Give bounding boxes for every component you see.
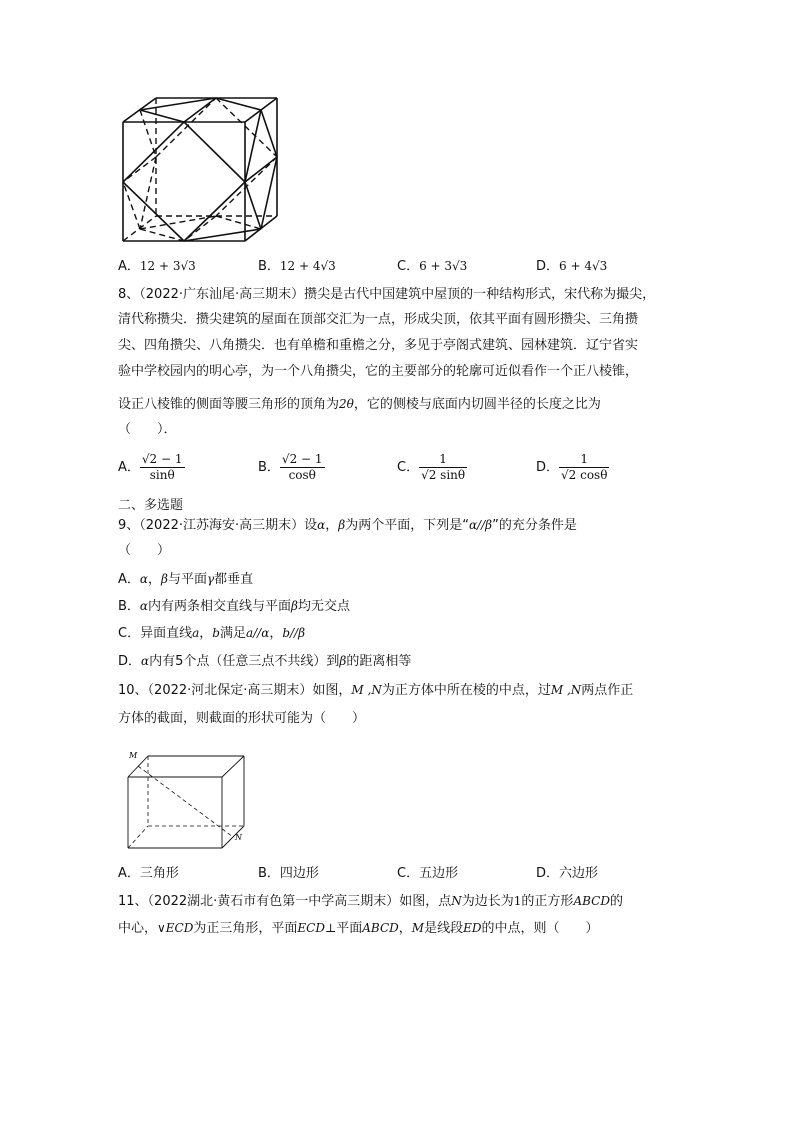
q10-line-1 xyxy=(118,680,633,701)
option-letter: B． xyxy=(258,460,280,475)
math: α//β xyxy=(468,518,493,532)
option-letter: C． xyxy=(397,866,420,881)
text: 为正三角形，平面 xyxy=(193,921,298,936)
q10-option-d[interactable] xyxy=(536,864,598,884)
option-letter: D． xyxy=(536,866,560,881)
text: 11、（2022湖北·黄石市有色第一中学高三期末）如图，点 xyxy=(118,894,452,909)
text: 平面 xyxy=(336,921,363,936)
math: ABCD xyxy=(362,921,399,935)
denominator: sinθ xyxy=(149,468,175,482)
text: ， xyxy=(148,572,162,587)
option-letter: A． xyxy=(118,866,140,881)
text: 满足 xyxy=(219,626,246,641)
text: ”的充分条件是 xyxy=(492,518,577,533)
math: M xyxy=(411,921,425,935)
math: β xyxy=(339,654,347,668)
numerator: 1 xyxy=(419,452,467,468)
text: ， xyxy=(325,518,339,533)
q11-line-2 xyxy=(118,918,599,939)
math: ABCD xyxy=(573,894,610,908)
option-letter: D． xyxy=(536,460,560,475)
text: 为正方体中所在棱的中点，过 xyxy=(381,683,551,698)
text: ， xyxy=(398,921,412,936)
math: b//β xyxy=(282,626,306,640)
denominator: cosθ xyxy=(288,468,316,482)
q8-option-b[interactable] xyxy=(258,452,325,483)
option-text: 四边形 xyxy=(279,866,319,881)
fraction xyxy=(419,452,467,483)
option-math: 12 + 4√3 xyxy=(279,259,336,273)
math: α xyxy=(139,599,149,613)
q10-option-c[interactable] xyxy=(397,864,458,884)
math: α xyxy=(141,654,150,668)
denominator: √2 cosθ xyxy=(561,468,608,482)
option-letter: A． xyxy=(118,259,140,274)
q8-line-4: 验中学校园内的明心亭，为一个八角攒尖，它的主要部分的轮廓可近似看作一个正八棱锥， xyxy=(118,364,639,379)
text: 均无交点 xyxy=(297,599,350,614)
math: β xyxy=(161,572,168,586)
q8-line-2: 清代称攒尖．攒尖建筑的屋面在顶部交汇为一点，形成尖顶，依其平面有圆形攒尖、三角攒 xyxy=(118,312,639,327)
text: 的距离相等 xyxy=(346,654,412,669)
q9-answer-blank: （ ） xyxy=(118,543,171,558)
math: ⊥ xyxy=(324,921,337,935)
text: 内有5个点（任意三点不共线）到 xyxy=(149,654,340,669)
q9-line-1 xyxy=(118,515,577,536)
q8-option-c[interactable] xyxy=(397,452,467,483)
fraction xyxy=(559,452,609,483)
math: N xyxy=(451,894,462,908)
cube-polyhedron-figure xyxy=(118,94,280,244)
option-text: 六边形 xyxy=(559,866,599,881)
text: 9、（2022·江苏海安·高三期末）设 xyxy=(118,518,318,533)
option-letter: A． xyxy=(118,460,140,475)
option-letter: C． xyxy=(397,460,420,475)
cube-mn-figure xyxy=(120,742,256,850)
q8-option-a[interactable] xyxy=(118,452,185,483)
option-letter: D． xyxy=(118,654,142,669)
text: 中心， xyxy=(118,921,158,936)
math: β xyxy=(291,599,298,613)
text: ， xyxy=(269,626,283,641)
numerator: √2 − 1 xyxy=(281,452,323,466)
q9-option-d[interactable] xyxy=(118,651,411,672)
math: a//α xyxy=(245,626,270,640)
math: α xyxy=(139,572,149,586)
math: ∨ECD xyxy=(157,921,194,935)
option-letter: A． xyxy=(118,572,140,587)
text: 都垂直 xyxy=(214,572,254,587)
option-math: 12 + 3√3 xyxy=(139,259,196,273)
fraction xyxy=(140,452,185,483)
numerator: √2 − 1 xyxy=(141,452,183,466)
point-n-label: N xyxy=(235,833,242,842)
math: 1 xyxy=(513,894,522,908)
math: b xyxy=(212,626,220,640)
option-math: 6 + 3√3 xyxy=(419,259,468,273)
option-letter: B． xyxy=(258,259,280,274)
q10-line-2: 方体的截面，则截面的形状可能为（ ） xyxy=(118,711,366,726)
option-letter: C． xyxy=(118,626,141,641)
q8-option-d[interactable] xyxy=(536,452,609,483)
text: 的正方形 xyxy=(521,894,574,909)
numerator: 1 xyxy=(559,452,609,468)
denominator: √2 sinθ xyxy=(421,468,466,482)
text: ， xyxy=(199,626,213,641)
text: 10、（2022·河北保定·高三期末）如图， xyxy=(118,683,352,698)
q7-option-d[interactable] xyxy=(536,256,607,277)
text: 为两个平面，下列是“ xyxy=(345,518,469,533)
math: α xyxy=(317,518,326,532)
math: β xyxy=(338,518,346,532)
math: ECD xyxy=(297,921,325,935)
math: 2θ xyxy=(339,397,354,411)
math: γ xyxy=(206,572,215,586)
point-m-label: M xyxy=(129,751,138,760)
option-text: 五边形 xyxy=(419,866,459,881)
text: 内有两条相交直线与平面 xyxy=(148,599,292,614)
q9-option-a[interactable] xyxy=(118,569,253,590)
option-letter: B． xyxy=(258,866,280,881)
text: 设正八棱锥的侧面等腰三角形的顶角为 xyxy=(118,397,340,412)
q11-line-1 xyxy=(118,891,623,912)
fraction xyxy=(280,452,325,483)
text: 为边长为 xyxy=(461,894,514,909)
q8-line-3: 尖、四角攒尖、八角攒尖．也有单檐和重檐之分，多见于亭阁式建筑、园林建筑．辽宁省实 xyxy=(118,338,639,353)
q7-option-a[interactable] xyxy=(118,256,196,277)
math: M ,N xyxy=(351,683,382,697)
q7-option-b[interactable] xyxy=(258,256,336,277)
option-text: 三角形 xyxy=(139,866,179,881)
text: ，它的侧棱与底面内切圆半径的长度之比为 xyxy=(353,397,601,412)
q9-option-b[interactable] xyxy=(118,596,350,617)
text: 异面直线 xyxy=(140,626,193,641)
q9-option-c[interactable] xyxy=(118,623,305,644)
text: 是线段 xyxy=(424,921,464,936)
math: a xyxy=(192,626,200,640)
math: M ,N xyxy=(550,683,582,697)
q7-option-c[interactable] xyxy=(397,256,467,277)
q8-answer-blank: （ ）． xyxy=(118,422,177,437)
text: 两点作正 xyxy=(581,683,634,698)
q8-line-5 xyxy=(118,394,601,415)
option-math: 6 + 4√3 xyxy=(559,259,608,273)
math: ED xyxy=(463,921,482,935)
text: 与平面 xyxy=(167,572,207,587)
q10-option-b[interactable] xyxy=(258,864,319,884)
q8-line-1: 8、（2022·广东汕尾·高三期末）攒尖是古代中国建筑中屋顶的一种结构形式，宋代称为撮尖， xyxy=(118,287,656,302)
q10-option-a[interactable] xyxy=(118,864,179,884)
option-letter: D． xyxy=(536,259,560,274)
option-letter: C． xyxy=(397,259,420,274)
section-heading: 二、多选题 xyxy=(118,498,184,513)
text: 的中点，则（ ） xyxy=(481,921,599,936)
text: 的 xyxy=(609,894,623,909)
option-letter: B． xyxy=(118,599,140,614)
